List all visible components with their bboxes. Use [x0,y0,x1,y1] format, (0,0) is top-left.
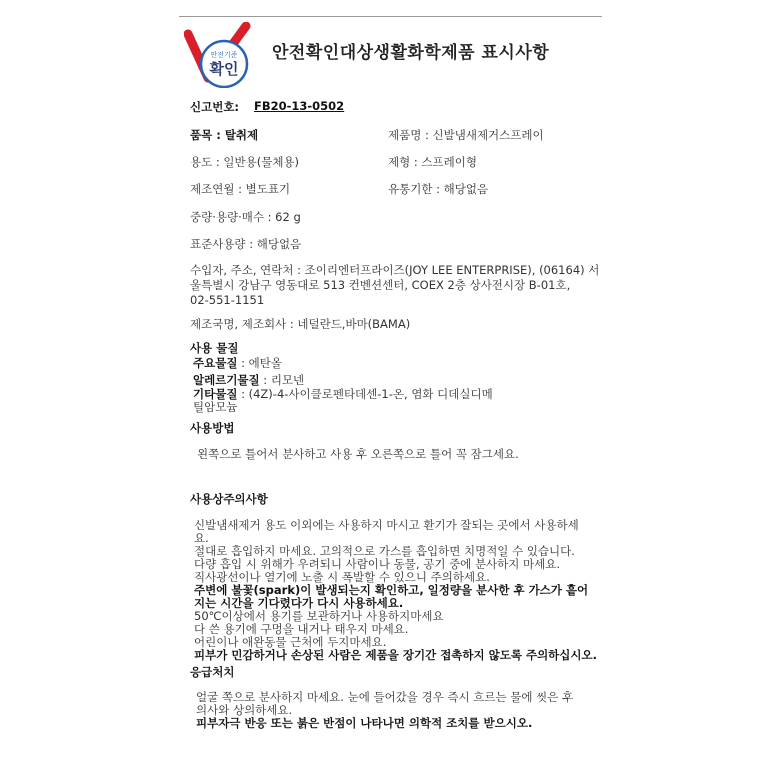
manufacturer-field: 제조국명, 제조회사 : 네덜란드,바마(BAMA) [190,317,411,331]
importer-line: 02-551-1151 [190,293,265,307]
document-title: 안전확인대상생활화학제품 표시사항 [272,43,550,63]
allergen-substance [193,372,304,388]
first-aid-line: 얼굴 쪽으로 분사하지 마세요. 눈에 들어갔을 경우 즉시 흐르는 물에 씻은 후 [196,690,574,704]
importer-line: 울특별시 강남구 영동대로 513 컨벤션센터, COEX 2층 상사전시장 B-01호, [190,278,571,292]
first-aid-line: 의사와 상의하세요. [196,703,293,717]
caution-line: 어린이나 애완동물 근처에 두지마세요. [194,635,387,649]
caution-bold-line: 주변에 불꽃(spark)이 발생되는지 확인하고, 일정량을 분사한 후 가스가 흩어 [194,583,589,597]
category-field: 품목 : 탈취제 [190,128,259,142]
cautions-heading: 사용상주의사항 [190,492,268,506]
substances-heading: 사용 물질 [190,341,239,355]
cautions-block [194,519,597,662]
other-substance [193,388,493,414]
main-substance-value: : 에탄올 [237,356,282,370]
caution-line: 50℃이상에서 용기를 보관하거나 사용하지마세요 [194,609,444,623]
safety-check-logo [184,22,256,88]
weight-field: 중량·용량·매수 : 62 g [190,210,301,224]
other-value: : (4Z)-4-사이클로펜타데센-1-온, 염화 디데실디메 [237,387,493,401]
usage-field: 용도 : 일반용(물체용) [190,155,300,169]
caution-line: 요. [194,531,209,545]
caution-line: 신발냄새제거 용도 이외에는 사용하지 마시고 환기가 잘되는 곳에서 사용하세 [194,518,579,532]
allergen-label: 알레르기물질 [193,373,260,387]
caution-bold-last: 피부가 민감하거나 손상된 사람은 제품을 장기간 접촉하지 않도록 주의하십시오. [194,648,597,662]
other-value-cont: 틸암모늄 [193,400,238,414]
product-name-field: 제품명 : 신발냄새제거스프레이 [388,128,544,142]
logo-top-text: 안전기준 [210,51,238,59]
caution-line: 절대로 흡입하지 마세요. 고의적으로 가스를 흡입하면 치명적일 수 있습니다. [194,544,575,558]
first-aid-heading: 응급처치 [190,665,235,679]
importer-block [190,263,599,308]
caution-bold-line: 지는 시간을 기다렸다가 다시 사용하세요. [194,596,404,610]
mfg-date-field: 제조연월 : 별도표기 [190,182,291,196]
first-aid-block [196,691,573,730]
other-label: 기타물질 [193,387,238,401]
main-substance-label: 주요물질 [193,356,238,370]
standard-amount-field: 표준사용량 : 해당없음 [190,237,302,251]
allergen-value: : 리모넨 [259,373,305,387]
top-divider [179,16,602,17]
report-number-value: FB20-13-0502 [254,99,345,113]
method-text: 왼쪽으로 틀어서 분사하고 사용 후 오른쪽으로 틀어 꼭 잠그세요. [197,447,519,461]
first-aid-bold-line: 피부자극 반응 또는 붉은 반점이 나타나면 의학적 조치를 받으시오. [196,716,533,730]
importer-line: 수입자, 주소, 연락처 : 조이리엔터프라이즈(JOY LEE ENTERPRISE), (06164) 서 [190,263,600,277]
caution-line: 직사광선이나 열기에 노출 시 폭발할 수 있으니 주의하세요. [194,570,490,584]
caution-line: 다량 흡입 시 위해가 우려되니 사람이나 동물, 공기 중에 분사하지 마세요. [194,557,561,571]
main-substance [193,355,282,371]
caution-line: 다 쓴 용기에 구멍을 내거나 태우지 마세요. [194,622,409,636]
report-number-label: 신고번호: [190,100,240,114]
expiry-field: 유통기한 : 해당없음 [388,182,489,196]
method-heading: 사용방법 [190,421,235,435]
form-field: 제형 : 스프레이형 [388,155,477,169]
logo-main-text: 확인 [209,60,239,78]
